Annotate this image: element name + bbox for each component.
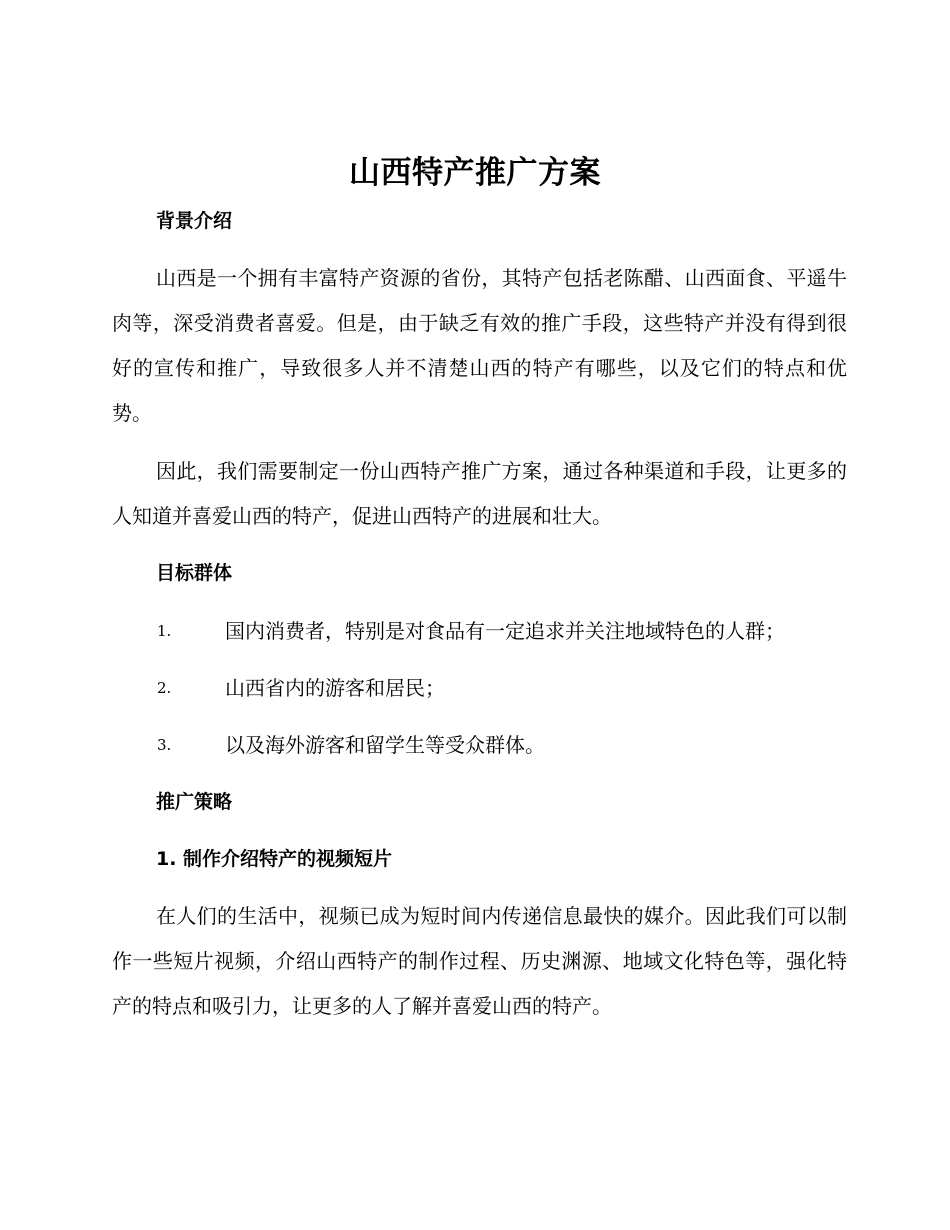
section-heading-background: 背景介绍 (156, 210, 233, 232)
list-item-number: 1. (157, 622, 172, 640)
list-item (157, 673, 445, 703)
section-heading-strategy: 推广策略 (156, 791, 233, 813)
list-item-text: 以及海外游客和留学生等受众群体。 (225, 733, 545, 757)
subsection-heading-video: 1. 制作介绍特产的视频短片 (156, 848, 393, 870)
background-paragraph-2: 因此，我们需要制定一份山西特产推广方案，通过各种渠道和手段，让更多的人知道并喜爱山西的特产，促进山西特产的进展和壮大。 (112, 459, 847, 528)
list-item-number: 3. (157, 736, 172, 754)
strategy-paragraph: 在人们的生活中，视频已成为短时间内传递信息最快的媒介。因此我们可以制作一些短片视频，介绍山西特产的制作过程、历史渊源、地域文化特色等，强化特产的特点和吸引力，让更多的人了解并喜爱山西的特产。 (112, 904, 847, 1018)
list-item-text: 国内消费者，特别是对食品有一定追求并关注地域特色的人群； (225, 619, 785, 643)
list-item-number: 2. (157, 679, 172, 697)
list-item (157, 616, 785, 646)
section-heading-target: 目标群体 (156, 562, 233, 584)
list-item-text: 山西省内的游客和居民； (225, 676, 445, 700)
list-item (157, 730, 545, 760)
background-paragraph-1: 山西是一个拥有丰富特产资源的省份，其特产包括老陈醋、山西面食、平遥牛肉等，深受消费者喜爱。但是，由于缺乏有效的推广手段，这些特产并没有得到很好的宣传和推广，导致很多人并不清楚山西的特产有哪些，以及它们的特点和优势。 (112, 266, 847, 425)
document-title: 山西特产推广方案 (349, 155, 601, 191)
